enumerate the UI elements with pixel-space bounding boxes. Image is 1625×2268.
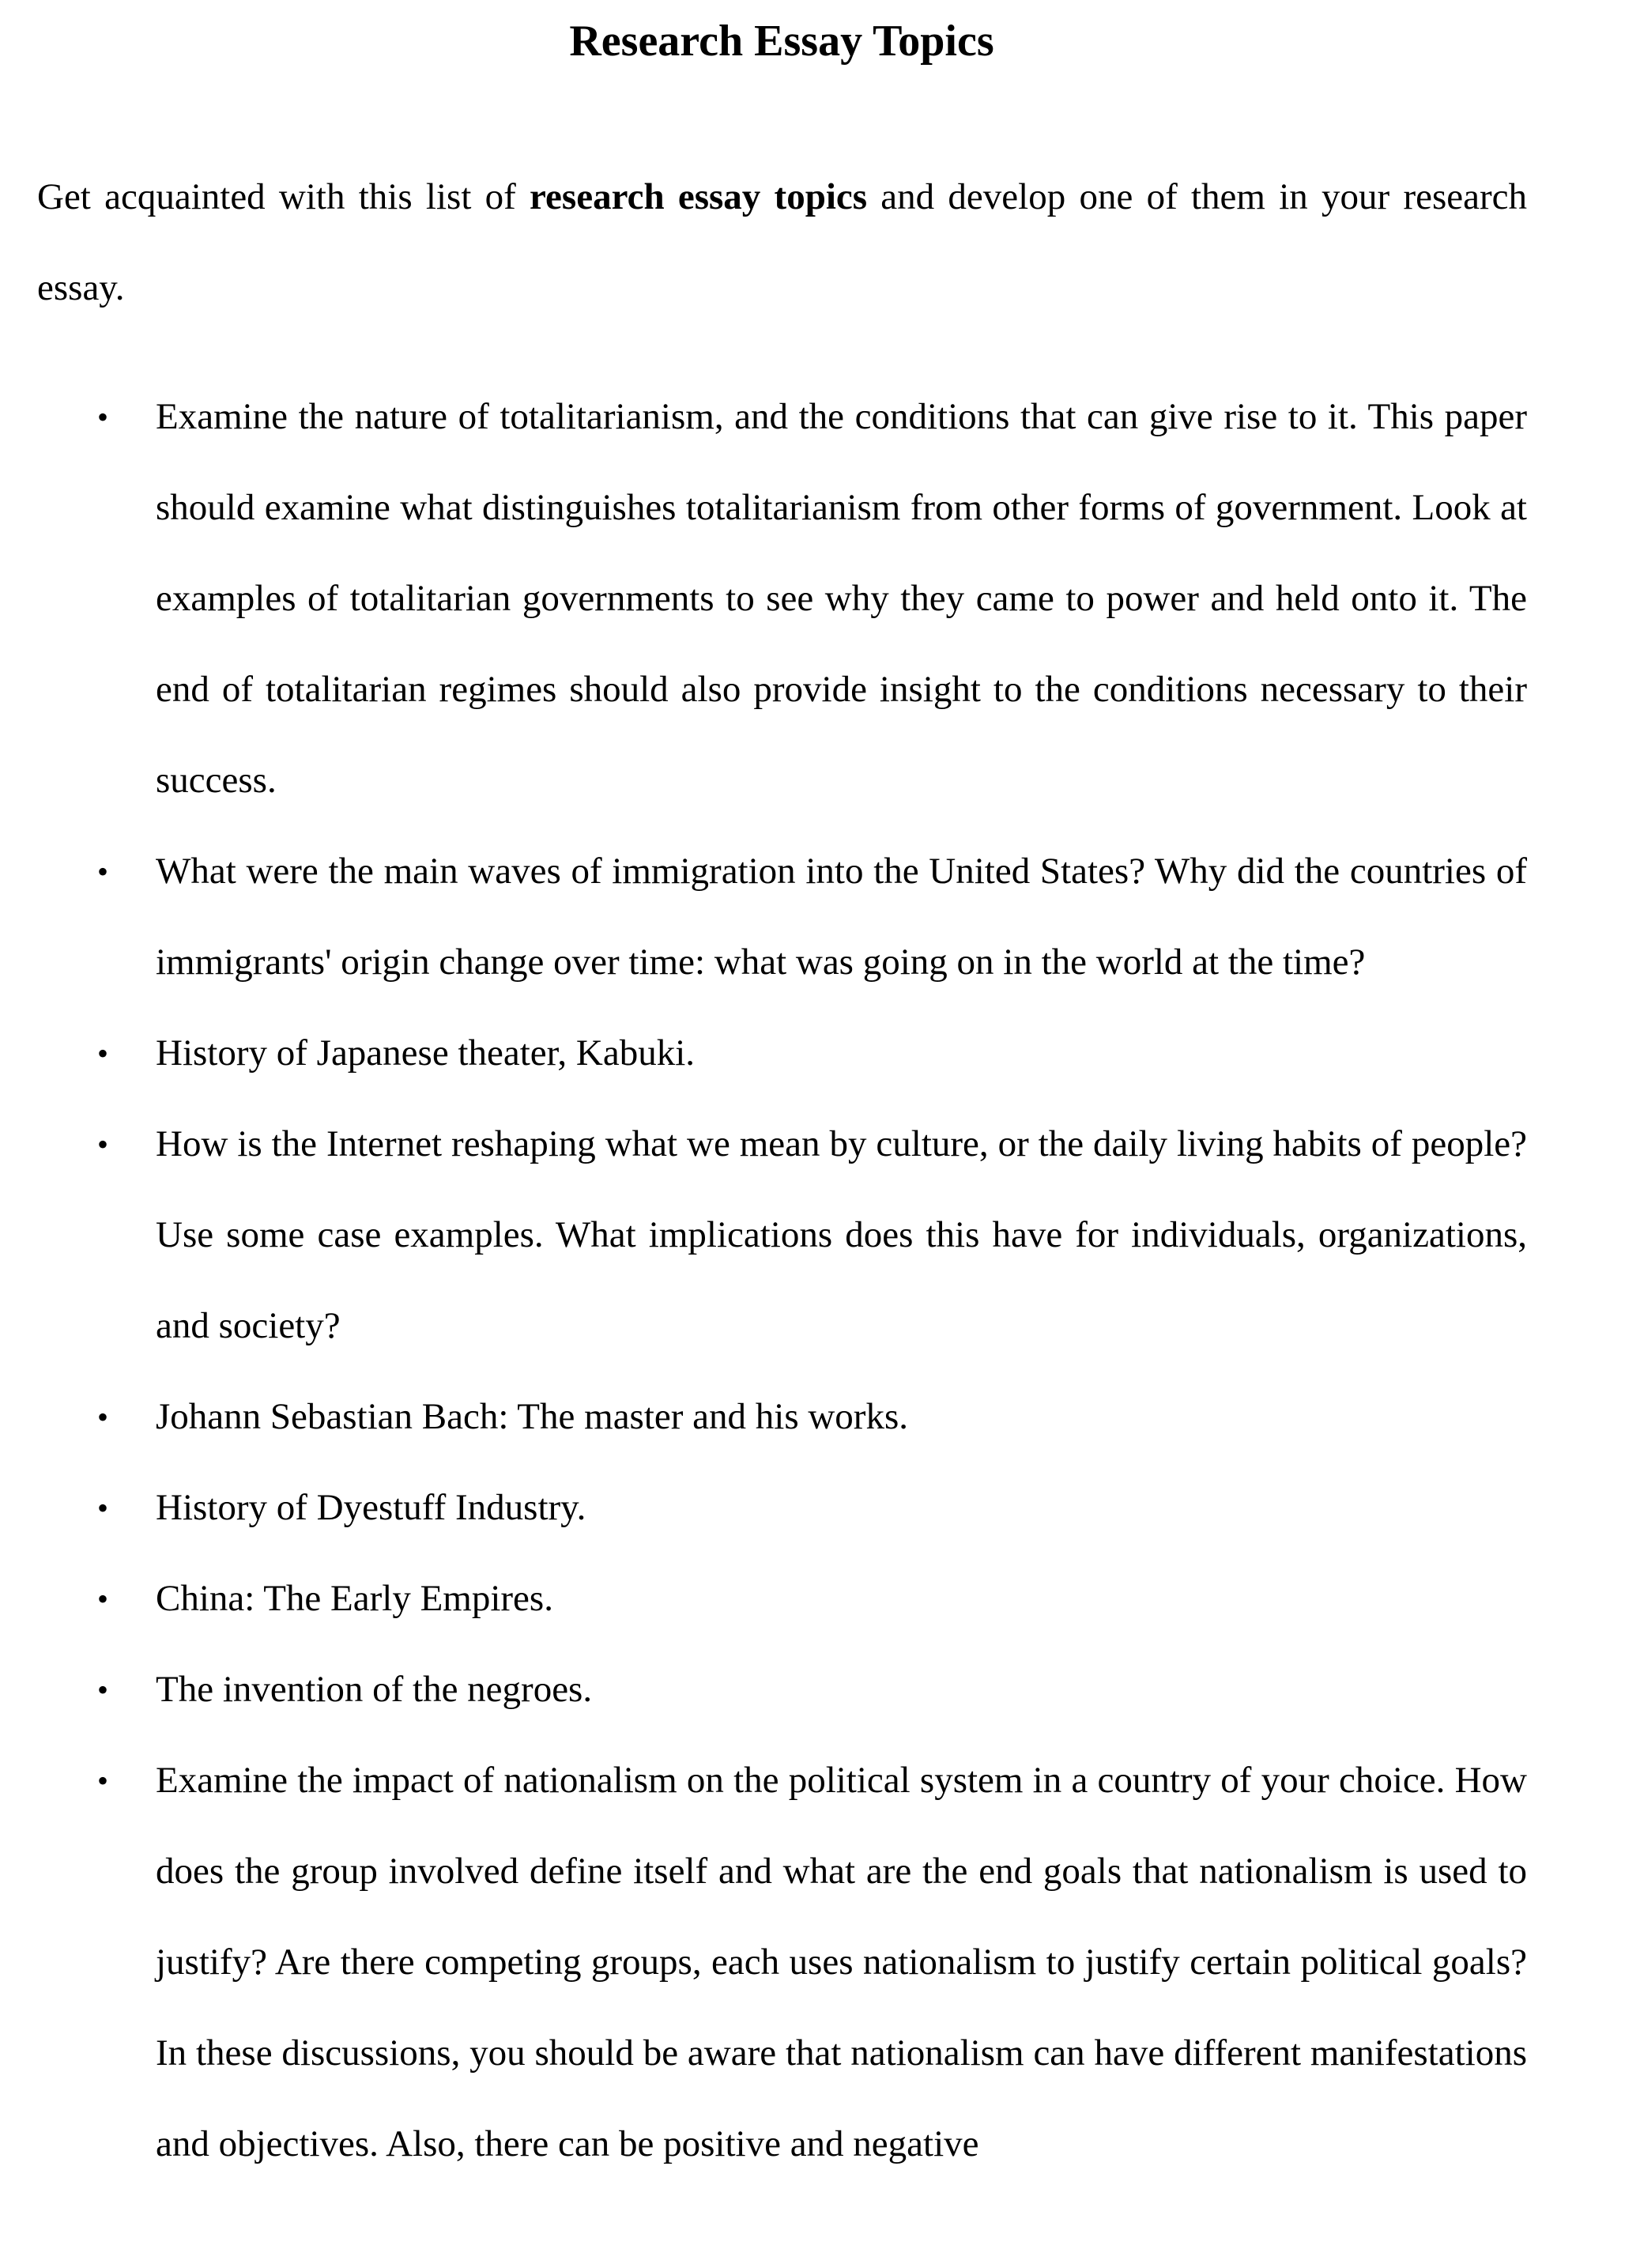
bullet-icon: • <box>97 399 109 435</box>
list-item <box>0 1008 1527 1099</box>
bullet-icon: • <box>97 1036 109 1071</box>
topic-text: Examine the nature of totalitarianism, and the conditions that can give rise to it. This paper should examine what distinguishes totalitarianism from other forms of government. Look at examples of totalitarian governments to see why they came to power and held onto it. The end of totalitarian regimes should also provide insight to the conditions necessary to their success. <box>156 396 1527 801</box>
intro-text-after: and develop one of them in your research essay. <box>37 176 1527 308</box>
list-item <box>0 826 1527 1008</box>
topic-text: History of Dyestuff Industry. <box>156 1487 586 1528</box>
topic-text: Examine the impact of nationalism on the political system in a country of your choice. How does the group involved define itself and what are the end goals that nationalism is used to justify? Are there competing groups, each uses nationalism to justify certain political goals? In these discussions, you should be aware that nationalism can have different manifestations and objectives. Also, there can be positive and negative <box>156 1760 1527 2164</box>
topic-text: History of Japanese theater, Kabuki. <box>156 1032 696 1074</box>
list-item <box>0 1644 1527 1735</box>
bullet-icon: • <box>97 1126 109 1162</box>
topic-list <box>0 372 1625 2190</box>
bullet-icon: • <box>97 854 109 889</box>
list-item <box>0 372 1527 826</box>
list-item <box>0 1553 1527 1644</box>
topic-text: Johann Sebastian Bach: The master and his works. <box>156 1396 909 1437</box>
bullet-icon: • <box>97 1763 109 1798</box>
list-item <box>0 1372 1527 1462</box>
intro-paragraph <box>37 152 1527 334</box>
list-item <box>0 1462 1527 1553</box>
list-item <box>0 1099 1527 1372</box>
topic-text: China: The Early Empires. <box>156 1578 553 1619</box>
intro-text-before: Get acquainted with this list of <box>37 176 530 217</box>
list-item <box>0 1735 1527 2190</box>
bullet-icon: • <box>97 1399 109 1435</box>
topic-text: The invention of the negroes. <box>156 1669 593 1710</box>
topic-text: How is the Internet reshaping what we mean by culture, or the daily living habits of people? Use some case examples. What implications does this have for individuals, organizations, and society? <box>156 1123 1527 1346</box>
intro-bold-phrase: research essay topics <box>530 176 868 217</box>
bullet-icon: • <box>97 1490 109 1526</box>
bullet-icon: • <box>97 1581 109 1617</box>
bullet-icon: • <box>97 1672 109 1708</box>
page-title: Research Essay Topics <box>569 17 994 66</box>
topic-text: What were the main waves of immigration into the United States? Why did the countries of immigrants' origin change over time: what was going on in the world at the time? <box>156 851 1527 983</box>
